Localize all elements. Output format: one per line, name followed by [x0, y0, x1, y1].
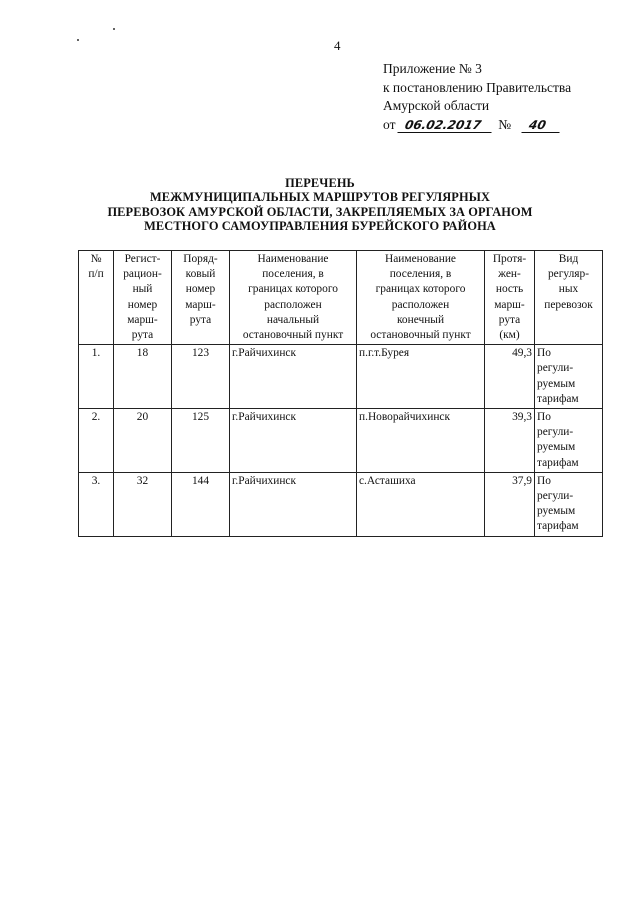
header-num: № п/п — [79, 251, 114, 345]
header-start-settlement: Наименование поселения, в границах которого расположен начальный остановочный пункт — [230, 251, 357, 345]
header-route-length: Протя- жен- ность марш- рута (км) — [485, 251, 535, 345]
cell-reg-number: 32 — [114, 472, 172, 536]
cell-end-settlement: с.Асташиха — [357, 472, 485, 536]
table-row — [79, 472, 603, 536]
cell-route-length: 49,3 — [485, 345, 535, 409]
table-header-row — [79, 251, 603, 345]
cell-order-number: 144 — [172, 472, 230, 536]
cell-transport-type: По регули- руемым тарифам — [535, 472, 603, 536]
header-reg-number: Регист- рацион- ный номер марш- рута — [114, 251, 172, 345]
cell-order-number: 125 — [172, 409, 230, 473]
cell-num: 1. — [79, 345, 114, 409]
cell-order-number: 123 — [172, 345, 230, 409]
annex-line-3: Амурской области — [383, 98, 490, 113]
title-line-2: МЕЖМУНИЦИПАЛЬНЫХ МАРШРУТОВ РЕГУЛЯРНЫХ — [149, 190, 491, 205]
header-order-number: Поряд- ковый номер марш- рута — [172, 251, 230, 345]
cell-end-settlement: п.г.т.Бурея — [357, 345, 485, 409]
handwritten-date: 06.02.2017 — [397, 118, 494, 133]
annex-line-1: Приложение № 3 — [383, 61, 482, 76]
document-title — [60, 176, 580, 233]
cell-transport-type: По регули- руемым тарифам — [535, 409, 603, 473]
cell-start-settlement: г.Райчихинск — [230, 409, 357, 473]
annex-line-2: к постановлению Правительства — [383, 79, 572, 95]
number-sign: № — [498, 116, 512, 132]
scan-speck — [113, 28, 115, 30]
annex-header — [383, 60, 571, 134]
title-line-1: ПЕРЕЧЕНЬ — [285, 176, 355, 190]
cell-reg-number: 18 — [114, 345, 172, 409]
table-row — [79, 345, 603, 409]
scan-speck — [77, 39, 79, 41]
table-row — [79, 409, 603, 473]
cell-reg-number: 20 — [114, 409, 172, 473]
routes-table — [78, 250, 603, 537]
title-line-3: ПЕРЕВОЗОК АМУРСКОЙ ОБЛАСТИ, ЗАКРЕПЛЯЕМЫХ ЗА ОРГАНОМ — [107, 204, 533, 219]
handwritten-number: 40 — [521, 118, 562, 133]
title-line-4: МЕСТНОГО САМОУПРАВЛЕНИЯ БУРЕЙСКОГО РАЙОНА — [144, 218, 496, 233]
date-prefix: от — [383, 116, 396, 132]
annex-date-line — [383, 116, 571, 135]
cell-start-settlement: г.Райчихинск — [230, 345, 357, 409]
header-transport-type: Вид регуляр- ных перевозок — [535, 251, 603, 345]
cell-start-settlement: г.Райчихинск — [230, 472, 357, 536]
cell-end-settlement: п.Новорайчихинск — [357, 409, 485, 473]
cell-transport-type: По регули- руемым тарифам — [535, 345, 603, 409]
page-number: 4 — [334, 38, 341, 53]
cell-route-length: 39,3 — [485, 409, 535, 473]
cell-num: 2. — [79, 409, 114, 473]
header-end-settlement: Наименование поселения, в границах которого расположен конечный остановочный пункт — [357, 251, 485, 345]
cell-num: 3. — [79, 472, 114, 536]
cell-route-length: 37,9 — [485, 472, 535, 536]
